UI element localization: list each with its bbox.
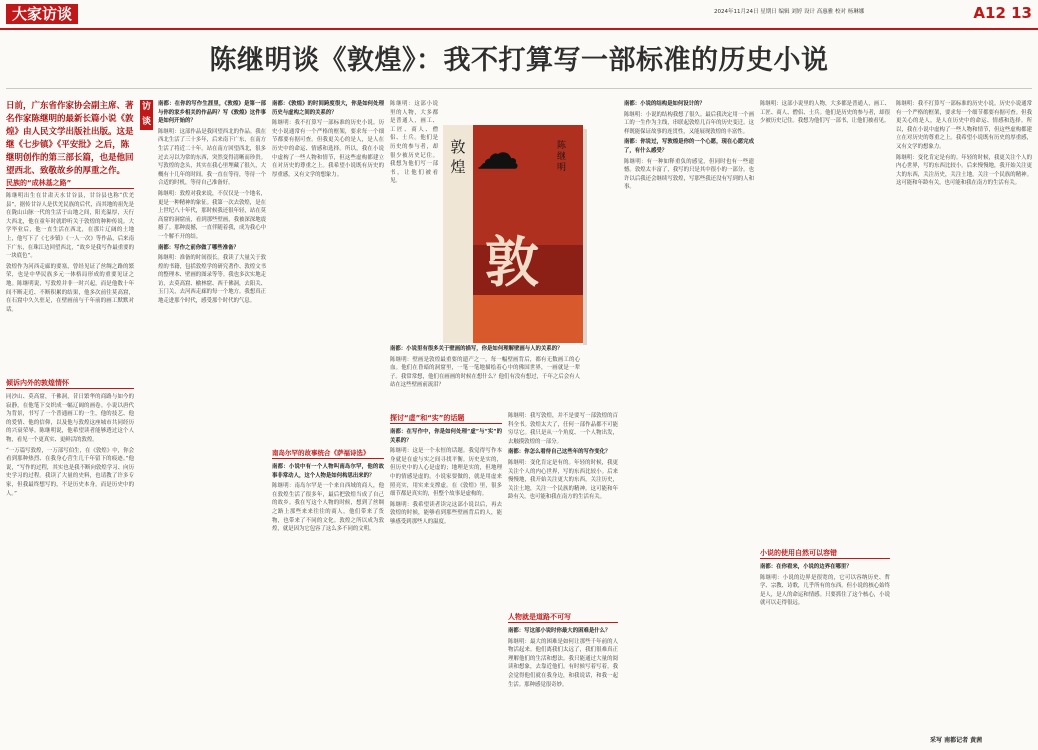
subhead-rule	[390, 423, 502, 424]
subhead-rule	[6, 188, 134, 189]
lead-paragraph: 日前，广东省作家协会副主席、著名作家陈继明的最新长篇小说《敦煌》由人民文学出版社出版。这是继《七步镇》《平安批》之后，陈继明创作的第三部长篇，也是他回望西北、致敬故乡的厚重之作。	[6, 101, 134, 176]
paragraph: 陈继明出生在甘肃天水甘谷县，甘谷县也称“伏羌县”，据传甘谷人是伏羌民族的后代，而其地的祖先是在陇山山脉一代的生活于山地之间，阳光温厚，天行大西北，他在童年时就聆听关于敦煌的种种传说。大学毕业后，他一直生活在西北，在那片辽阔的土地上，他写下了《七步镇》《一人一次》等作品，后来南下广东，在珠江边回望西北，“故乡是我写作最重要的一块底色”。	[6, 193, 134, 260]
book-author: 陈继明	[557, 141, 567, 173]
interview-tag: 访 谈	[140, 100, 153, 130]
paragraph: 敦煌作为河西走廊的要塞，曾经见证了丝绸之路的繁荣，也是中华民族多元一体格局形成的重要见证之地。陈继明说，写敦煌并非一时兴起，而是他数十年间不断走近、不断积累的结果，他多次前往莫高窟，在石窟中久久驻足，在壁画前与千年前的画工默默对话。	[6, 263, 134, 313]
book-shadow	[583, 129, 587, 345]
subhead-6: 小说的使用自然可以容错	[760, 549, 837, 557]
paragraph: 陈继明：南岛尔罕是一个来自西域的商人，他在敦煌生活了很多年，最后把敦煌当成了自己的故乡。我在写这个人物的时候，想到了丝绸之路上那些来来往往的商人，他们带来了货物，也带来了不同的文化。敦煌之所以成为敦煌，就是因为它包容了这么多不同的文明。	[272, 483, 384, 533]
col2-body	[158, 100, 266, 745]
paragraph: 陈继明：我希望读者读完这部小说以后，再去敦煌的时候，能够看到那些壁画背后的人，能够感受到那些人的温度。	[390, 501, 502, 525]
question: 南都：小说里有很多关于壁画的描写，你是如何理解壁画与人的关系的？	[390, 346, 563, 352]
col1-body-1	[6, 192, 134, 372]
col3-body-2	[272, 463, 384, 745]
paragraph: 陈继明：最大的困难是如何让那些千年前的人物活起来。他们离我们太远了，我们很难真正理解他们的生活和想法。我只能通过大量的阅读和想象，去靠近他们。有时候写着写着，我会觉得他们就在我身边，和我说话，和我一起生活。那种感觉很奇妙。	[508, 638, 618, 688]
divider	[6, 88, 1032, 89]
question: 南都：在写作中，你是如何处理“虚”与“实”的关系的？	[390, 429, 502, 444]
subhead-5: 人物就是道路不可写	[508, 613, 571, 621]
headline: 陈继明谈《敦煌》：我不打算写一部标准的历史小说	[209, 45, 829, 76]
subhead-2: 倾诉内外的敦煌情怀	[6, 379, 69, 387]
paragraph: 同沙山、莫高窟，千佛洞，昔日繁华的商路与如今的寂静，在他笔下交织成一幅辽阔的画卷。小说以唐代为背景，书写了一个普通画工的一生，他的技艺、他的爱情、他的信仰，以及他与敦煌这座城市共同经历的兴衰荣辱。陈继明说，他希望读者能够透过这个人物，看见一个更真实、更鲜活的敦煌。	[6, 394, 134, 443]
question: 南都：你怎么看待自己这些年的写作变化？	[508, 449, 611, 456]
paragraph: 陈继明：壁画是敦煌最重要的遗产之一。每一幅壁画背后，都有无数画工的心血。他们在昏暗的洞窟里，一笔一笔地描绘着心中的佛国世界，一画就是一辈子。我常常想，他们在画画的时候在想什么？他们有没有想过，千年之后会有人站在这些壁画前流泪？	[390, 356, 580, 389]
paragraph: 陈继明：小说的边界是很宽的，它可以容纳历史、哲学、宗教、诗歌，几乎所有的东西。但小说的核心始终是人，是人的命运和情感。只要抓住了这个核心，小说就可以走得很远。	[760, 574, 890, 607]
paragraph: 陈继明：变化肯定是有的。年轻的时候，我更关注个人的内心世界，写的东西比较小。后来慢慢地，我开始关注更大的东西，关注历史，关注土地，关注一个民族的精神。这可能和年龄有关，也可能和我在南方的生活有关。	[896, 154, 1032, 187]
col5-body-2	[508, 627, 618, 745]
book-title: 敦煌	[450, 138, 466, 176]
paragraph: 陈继明：我不打算写一部标准的历史小说。历史小说通常有一个严格的框架，要求每一个细节都要有据可查。但我更关心的是人，是人在历史中的命运、情感和选择。所以，我在小说中虚构了一些人物和情节，但这些虚构都建立在对历史的尊重之上。我希望小说既有历史的厚重感，又有文学的想象力。	[272, 120, 384, 178]
question: 南都：写这部小说时你最大的困难是什么？	[508, 628, 611, 634]
paragraph: “一万篇写敦煌，一万部写伯生，在《敦煌》中，你会看到那种热烈、在我身心营生几千年留下的痕迹。”他说，“写作的过程，其实也是我不断向敦煌学习、向历史学习的过程。我读了大量的史料，也请教了许多专家，但我最终想写的，不是历史本身，而是历史中的人。”	[6, 447, 134, 497]
question: 南都：小说中有一个人物叫南岛尔罕，他的故事非常动人，这个人物是如何构思出来的？	[272, 464, 384, 479]
col5-body-1	[508, 412, 618, 612]
subhead-rule	[508, 622, 618, 623]
paragraph: 陈继明：我不打算写一部标准的历史小说。历史小说通常有一个严格的框架，要求每一个细节都要有据可查。但我更关心的是人，是人在历史中的命运、情感和选择。所以，我在小说中虚构了一些人物和情节，但这些虚构都建立在对历史的尊重之上。我希望小说既有历史的厚重感，又有文学的想象力。	[896, 101, 1032, 150]
paragraph: 陈继明：我写敦煌，并不是要写一部敦煌的百科全书。敦煌太大了，任何一部作品都不可能穷尽它。我只是从一个角度、一个人物出发，去触摸敦煌的一部分。	[508, 413, 618, 445]
col1-body-2	[6, 393, 134, 745]
col7-body-1	[760, 100, 890, 540]
paragraph: 陈继明：这部小说里的人物，大多都是普通人，画工、工匠、商人、僧侣、士兵。他们是历史的参与者，却很少被历史记住。我想为他们写一部书，让他们被看见。	[390, 101, 438, 185]
paragraph: 陈继明：有一种如释重负的感觉，但同时也有一些遗憾。敦煌太丰富了，我写的只是其中很小的一部分。也许以后我还会继续写敦煌，写那些我还没有写到的人和事。	[624, 158, 754, 191]
subhead-rule	[6, 388, 134, 389]
question: 南都：写作之前你做了哪些准备？	[158, 244, 239, 251]
subhead-3: 南岛尔罕的故事统合《萨福诗选》	[272, 449, 370, 457]
question: 南都：《敦煌》的时间跨度很大，你是如何处理历史与虚构之间的关系的？	[272, 101, 384, 116]
col4-narrow	[390, 100, 438, 340]
paragraph: 陈继明：准备的时间很长。我读了大量关于敦煌的书籍，包括敦煌学的研究著作、敦煌文书的整理本、壁画的图录等等。我也多次实地走访，去莫高窟、榆林窟、西千佛洞，去阳关、玉门关，去河西走廊的每一个地方。我想真正地走进那个时代，感受那个时代的气息。	[158, 255, 266, 305]
subhead-1: 民族的“成林基之路”	[6, 179, 72, 187]
cover-artwork: ☁	[477, 129, 519, 178]
cover-calligraphy: 敦	[485, 230, 539, 294]
col4-body-2	[390, 428, 502, 745]
col6-body-1	[624, 100, 754, 745]
question: 南都：在你的写作生涯里，《敦煌》是第一部与你的家乡相关的作品吗？写《敦煌》这件事是如何开始的？	[158, 101, 266, 125]
subhead-rule	[272, 458, 384, 459]
paragraph: 陈继明：这部小说里的人物，大多都是普通人，画工、工匠、商人、僧侣、士兵。他们是历史的参与者，却很少被历史记住。我想为他们写一部书，让他们被看见。	[760, 101, 890, 125]
byline: 采写 南都记者 黄茜	[930, 737, 983, 744]
subhead-rule	[760, 558, 890, 559]
book-cover-image	[443, 125, 583, 343]
subhead-4: 探讨“虚”和“实”的话题	[390, 414, 465, 422]
paragraph: 陈继明：这部作品是我回望西北的作品。我在西北生活了三十多年，后来南下广东，在南方生活了将近二十年。站在南方回望西北，很多过去习以为常的东西，突然变得清晰而珍贵。写敦煌的念头，其实在我心里埋藏了很久，大概有十几年的时间。我一直在等待，等待一个合适的时机，等待自己准备好。	[158, 128, 266, 187]
col4-body-1	[390, 345, 580, 410]
cover-wave	[473, 295, 583, 343]
date-line: 2024年11月24日 星期日 编辑 刘婷 设计 高惠雅 校对 杨琳娜	[714, 9, 865, 15]
masthead	[0, 0, 1038, 30]
paragraph: 陈继明：小说的结构我想了很久。最后我决定用一个画工的一生作为主线，串联起敦煌几百年的历史变迁。这样既能保证故事的连贯性，又能展现敦煌的丰富性。	[624, 111, 754, 135]
page-number: A12 13	[973, 4, 1032, 22]
section-tag: 大家访谈	[6, 4, 78, 24]
paragraph: 陈继明：变化肯定是有的。年轻的时候，我更关注个人的内心世界，写的东西比较小。后来慢慢地，我开始关注更大的东西，关注历史，关注土地，关注一个民族的精神。这可能和年龄有关，也可能和我在南方的生活有关。	[508, 459, 618, 501]
col7-body-2	[760, 563, 890, 745]
col8-body	[896, 100, 1032, 730]
paragraph: 陈继明：敦煌对我来说，不仅仅是一个地名，更是一种精神的象征。我第一次去敦煌，是在上世纪八十年代，那时候我还很年轻，站在莫高窟的洞窟前，看到那些壁画，我被深深地震撼了。那种震撼，一直伴随着我，成为我心中一个解不开的结。	[158, 190, 266, 240]
paragraph: 陈继明：这是一个永恒的话题。我觉得写作本身就是在虚与实之间寻找平衡。历史是实的，但历史中的人心是虚的；地理是实的，但地理中的情感是虚的。小说家要做的，就是用虚来照亮实，用实来支撑虚。在《敦煌》里，很多细节都是真实的，但整个故事是虚构的。	[390, 448, 502, 498]
col3-body-1	[272, 100, 384, 440]
question: 南都：你说过，写敦煌是你的一个心愿，现在心愿完成了，有什么感受？	[624, 139, 754, 154]
question: 南都：在你看来，小说的边界在哪里？	[760, 564, 852, 570]
question: 南都：小说的结构是如何设计的？	[624, 101, 705, 107]
